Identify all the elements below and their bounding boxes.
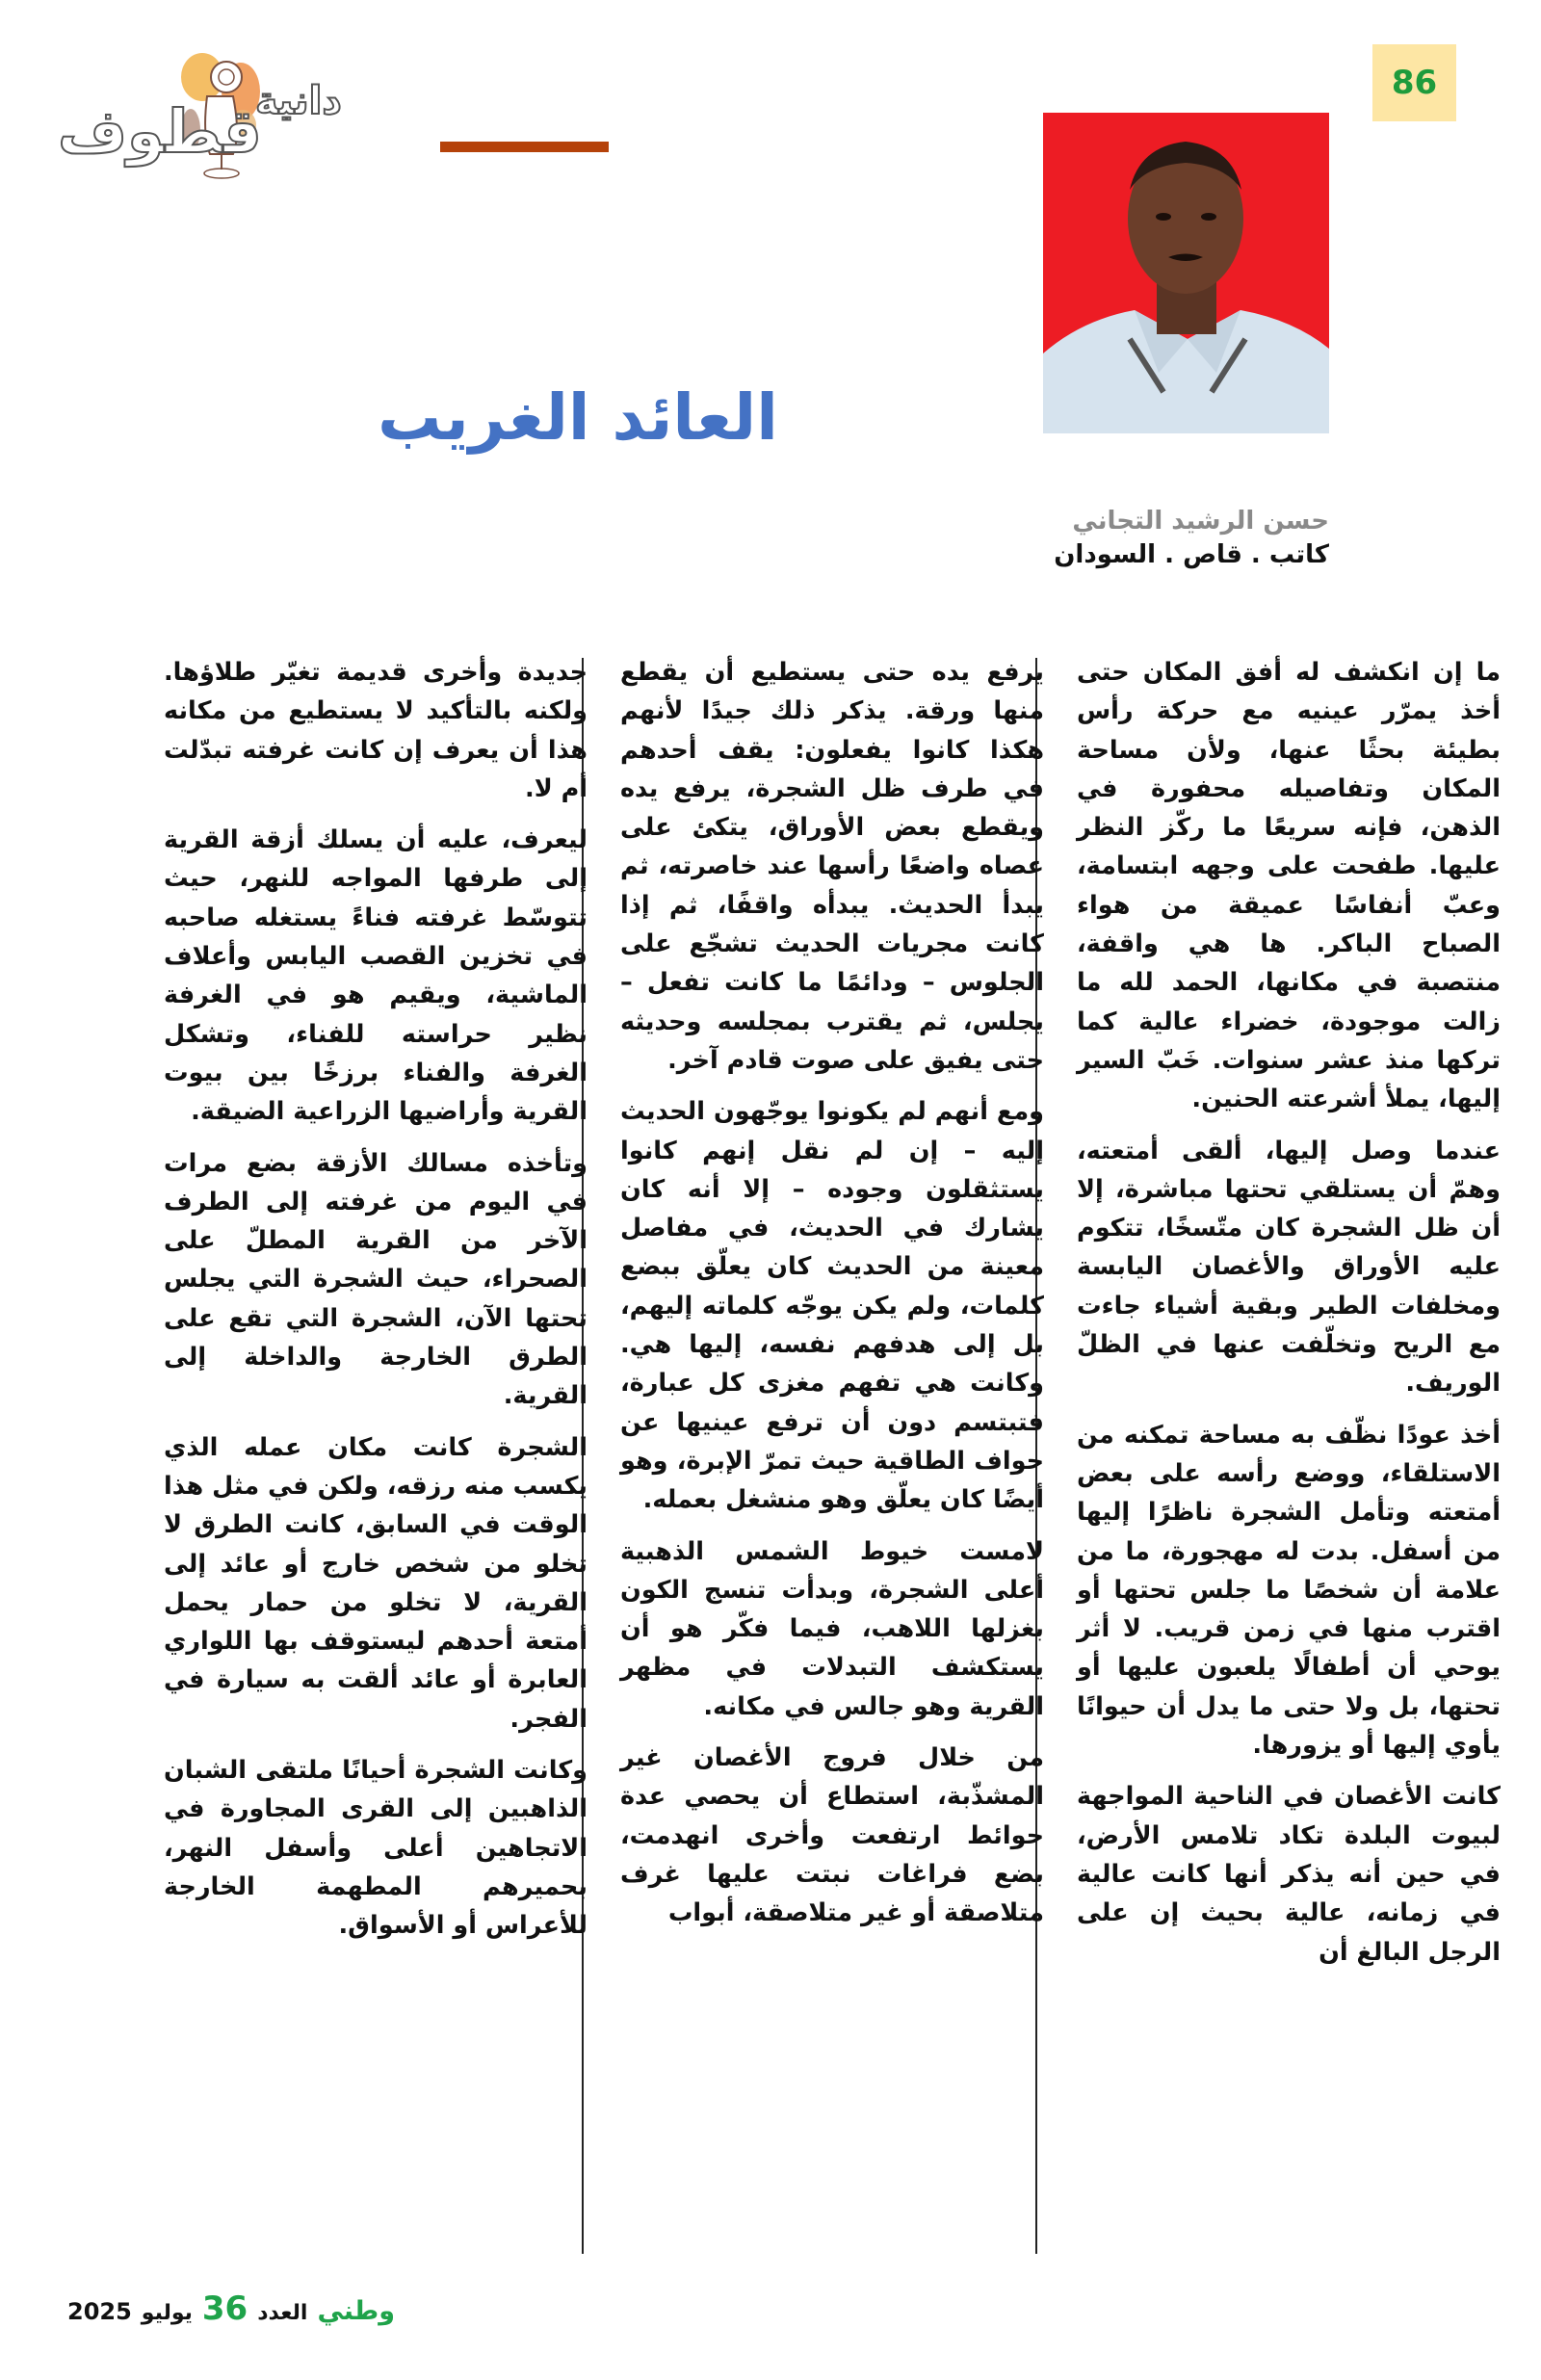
paragraph: عندما وصل إليها، ألقى أمتعته، وهمّ أن يستلقي تحتها مباشرة، إلا أن ظل الشجرة كان متّسخًا، تتكوم عليه الأوراق والأغصان اليابسة ومخلفات الطير وبقية أشياء جاءت مع الريح وتخلّفت عنها في الظلّ الوريف. xyxy=(1077,1136,1501,1399)
issue-number: 36 xyxy=(201,2289,248,2328)
paragraph: الشجرة كانت مكان عمله الذي يكسب منه رزقه، ولكن في مثل هذا الوقت في السابق، كانت الطرق لا تخلو من شخص خارج أو عائد إلى القرية، لا تخلو من حمار يحمل أمتعة أحدهم ليستوقف بها اللواري العابرة أو عائد ألقت به سيارة في الفجر. xyxy=(164,1432,588,1734)
author-role: كاتب . قاص . السودان xyxy=(1054,540,1329,569)
paragraph: ما إن انكشف له أفق المكان حتى أخذ يمرّر عينيه مع حركة رأس بطيئة بحثًا عنها، ولأن مساحة المكان وتفاصيله محفورة في الذهن، فإنه سريعًا ما ركّز النظر عليها. طفحت على وجهه ابتسامة، وعبّ أنفاسًا عميقة من هواء الصباح الباكر. ها هي واقفة، منتصبة في مكانها، الحمد لله ما زالت موجودة، خضراء عالية كما تركها منذ عشر سنوات. خَبّ السير إليها، يملأ أشرعته الحنين. xyxy=(1077,658,1501,1114)
paragraph: أخذ عودًا نظّف به مساحة تمكنه من الاستلقاء، ووضع رأسه على بعض أمتعته وتأمل الشجرة ناظرًا إليها من أسفل. بدت له مهجورة، ما من علامة أن شخصًا ما جلس تحتها أو اقترب منها في زمن قريب. لا أثر يوحي أن أطفالًا يلعبون عليها أو تحتها، بل ولا حتى ما يدل أن حيوانًا يأوي إليها أو يزورها. xyxy=(1077,1420,1501,1761)
author-name: حسن الرشيد التجاني xyxy=(1072,507,1329,536)
paragraph: ليعرف، عليه أن يسلك أزقة القرية إلى طرفها المواجه للنهر، حيث تتوسّط غرفته فناءً يستغله صاحبه في تخزين القصب اليابس وأعلاف الماشية، ويقيم هو في الغرفة نظير حراسته للفناء، وتشكل الغرفة والفناء برزخًا بين بيوت القرية وأراضيها الزراعية الضيقة. xyxy=(164,825,588,1127)
paragraph: وكانت الشجرة أحيانًا ملتقى الشبان الذاهبين إلى القرى المجاورة في الاتجاهين أعلى وأسفل النهر، بحميرهم المطهمة الخارجة للأعراس أو الأسواق. xyxy=(164,1756,588,1941)
section-logo-main: قطوف xyxy=(58,96,262,167)
paragraph: كانت الأغصان في الناحية المواجهة لبيوت البلدة تكاد تلامس الأرض، في حين أنه يذكر أنها كانت عالية في زمانه، عالية بحيث إن على الرجل البالغ أن xyxy=(1077,1782,1501,1967)
article-column-3 xyxy=(164,653,588,1958)
article-column-1 xyxy=(1077,653,1501,1984)
paragraph: يرفع يده حتى يستطيع أن يقطع منها ورقة. يذكر ذلك جيدًا لأنهم هكذا كانوا يفعلون: يقف أحدهم في طرف ظل الشجرة، يرفع يده ويقطع بعض الأوراق، يتكئ على عصاه واضعًا رأسها عند خاصرته، ثم يبدأ الحديث. يبدأه واقفًا، ثم إذا كانت مجريات الحديث تشجّع على الجلوس – ودائمًا ما كانت تفعل – يجلس، ثم يقترب بمجلسه وحديثه حتى يفيق على صوت قادم آخر. xyxy=(620,658,1044,1075)
article-column-2 xyxy=(620,653,1044,1946)
issue-year: 2025 xyxy=(67,2298,132,2325)
paragraph: وتأخذه مسالك الأزقة بضع مرات في اليوم من غرفته إلى الطرف الآخر من القرية المطلّ على الصحراء، حيث الشجرة التي يجلس تحتها الآن، الشجرة التي تقع على الطرق الخارجة والداخلة إلى القرية. xyxy=(164,1148,588,1411)
magazine-name: وطني xyxy=(317,2296,395,2326)
author-photo xyxy=(1043,113,1329,433)
page-footer xyxy=(67,2289,395,2328)
article-title: العائد الغريب xyxy=(378,380,778,455)
issue-label: العدد xyxy=(257,2301,308,2325)
section-logo-sub: دانية xyxy=(255,79,342,123)
issue-month: يوليو xyxy=(141,2301,193,2325)
portrait-icon xyxy=(1043,113,1329,433)
paragraph: جديدة وأخرى قديمة تغيّر طلاؤها. ولكنه بالتأكيد لا يستطيع من مكانه هذا أن يعرف إن كانت غرفته تبدّلت أم لا. xyxy=(164,658,588,803)
section-logo xyxy=(58,29,443,183)
paragraph: لامست خيوط الشمس الذهبية أعلى الشجرة، وبدأت تنسج الكون بغزلها اللاهب، فيما فكّر هو أن يستكشف التبدلات في مظهر القرية وهو جالس في مكانه. xyxy=(620,1536,1044,1721)
paragraph: ومع أنهم لم يكونوا يوجّهون الحديث إليه – إن لم نقل إنهم كانوا يستثقلون وجوده – إلا أنه كان يشارك في الحديث، في مفاصل معينة من الحديث كان يعلّق ببضع كلمات، ولم يكن يوجّه كلماته إليهم، بل إلى هدفهم نفسه، إليها هي. وكانت هي تفهم مغزى كل عبارة، فتبتسم دون أن ترفع عينيها عن حواف الطاقية حيث تمرّ الإبرة، وهو أيضًا كان يعلّق وهو منشغل بعمله. xyxy=(620,1097,1044,1515)
page-number-badge xyxy=(1372,44,1456,121)
paragraph: من خلال فروج الأغصان غير المشذّبة، استطاع أن يحصي عدة حوائط ارتفعت وأخرى انهدمت، بضع فراغات نبتت عليها غرف متلاصقة أو غير متلاصقة، أبواب xyxy=(620,1743,1044,1928)
header-accent-bar xyxy=(440,142,609,152)
page-number: 86 xyxy=(1391,64,1438,102)
